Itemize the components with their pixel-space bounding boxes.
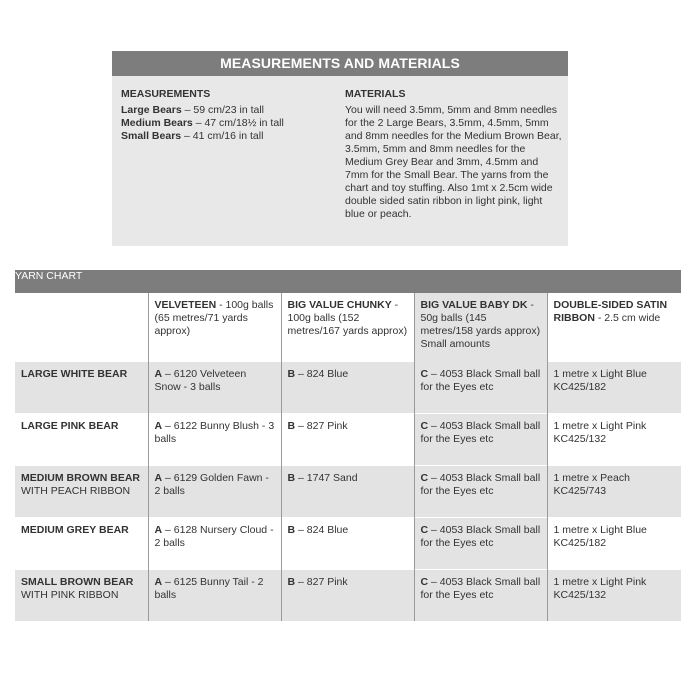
baby-dk-cell: C – 4053 Black Small ball for the Eyes etc xyxy=(414,414,547,466)
velveteen-cell: A – 6128 Nursery Cloud - 2 balls xyxy=(148,518,281,570)
chunky-cell: B – 1747 Sand xyxy=(281,466,414,518)
ribbon-cell: 1 metre x Light Pink KC425/132 xyxy=(547,570,681,622)
header-blank xyxy=(15,293,148,362)
header-big-value-baby-dk: BIG VALUE BABY DK - 50g balls (145 metres/158 yards approx) Small amounts xyxy=(414,293,547,362)
yarn-chart-table xyxy=(15,270,681,621)
measurement-line: Medium Bears – 47 cm/18½ in tall xyxy=(121,117,284,129)
bear-name: LARGE PINK BEAR xyxy=(15,414,148,466)
measurements-materials-box xyxy=(112,51,568,246)
table-row xyxy=(15,466,681,518)
measurement-line: Large Bears – 59 cm/23 in tall xyxy=(121,104,264,116)
ribbon-cell: 1 metre x Peach KC425/743 xyxy=(547,466,681,518)
baby-dk-cell: C – 4053 Black Small ball for the Eyes etc xyxy=(414,466,547,518)
baby-dk-cell: C – 4053 Black Small ball for the Eyes etc xyxy=(414,570,547,622)
header-satin-ribbon: DOUBLE-SIDED SATIN RIBBON - 2.5 cm wide xyxy=(547,293,681,362)
ribbon-cell: 1 metre x Light Blue KC425/182 xyxy=(547,362,681,414)
table-row xyxy=(15,362,681,414)
table-row xyxy=(15,518,681,570)
velveteen-cell: A – 6125 Bunny Tail - 2 balls xyxy=(148,570,281,622)
velveteen-cell: A – 6122 Bunny Blush - 3 balls xyxy=(148,414,281,466)
bear-name: MEDIUM GREY BEAR xyxy=(15,518,148,570)
measurements-heading: MEASUREMENTS xyxy=(121,88,211,100)
chunky-cell: B – 827 Pink xyxy=(281,414,414,466)
baby-dk-cell: C – 4053 Black Small ball for the Eyes etc xyxy=(414,518,547,570)
chunky-cell: B – 827 Pink xyxy=(281,570,414,622)
materials-heading: MATERIALS xyxy=(345,88,406,100)
materials-text: You will need 3.5mm, 5mm and 8mm needles for the 2 Large Bears, 3.5mm, 4.5mm, 5mm and 8mm needles for the Medium Brown Bear, 3.5mm, 5mm and 8mm needles for the Medium Grey Bear and 3mm, 4.5mm and 7mm for the Small Bear. The yarns from the chart and toy stuffing. Also 1mt x 2.5cm wide double sided satin ribbon in light pink, light blue or peach. xyxy=(345,104,562,220)
measurements-section xyxy=(121,88,331,143)
velveteen-cell: A – 6129 Golden Fawn - 2 balls xyxy=(148,466,281,518)
velveteen-cell: A – 6120 Velveteen Snow - 3 balls xyxy=(148,362,281,414)
table-row xyxy=(15,570,681,622)
bear-name: MEDIUM BROWN BEAR WITH PEACH RIBBON xyxy=(15,466,148,518)
table-row xyxy=(15,414,681,466)
ribbon-cell: 1 metre x Light Blue KC425/182 xyxy=(547,518,681,570)
bear-name: SMALL BROWN BEAR WITH PINK RIBBON xyxy=(15,570,148,622)
baby-dk-cell: C – 4053 Black Small ball for the Eyes etc xyxy=(414,362,547,414)
header-velveteen: VELVETEEN - 100g balls (65 metres/71 yards approx) xyxy=(148,293,281,362)
ribbon-cell: 1 metre x Light Pink KC425/132 xyxy=(547,414,681,466)
yarn-chart-title: YARN CHART xyxy=(15,270,681,293)
mm-header: MEASUREMENTS AND MATERIALS xyxy=(112,51,568,76)
header-big-value-chunky: BIG VALUE CHUNKY - 100g balls (152 metres/167 yards approx) xyxy=(281,293,414,362)
materials-section xyxy=(345,88,563,221)
bear-name: LARGE WHITE BEAR xyxy=(15,362,148,414)
chunky-cell: B – 824 Blue xyxy=(281,518,414,570)
yarn-chart-header-row xyxy=(15,293,681,362)
measurement-line: Small Bears – 41 cm/16 in tall xyxy=(121,130,264,142)
chunky-cell: B – 824 Blue xyxy=(281,362,414,414)
